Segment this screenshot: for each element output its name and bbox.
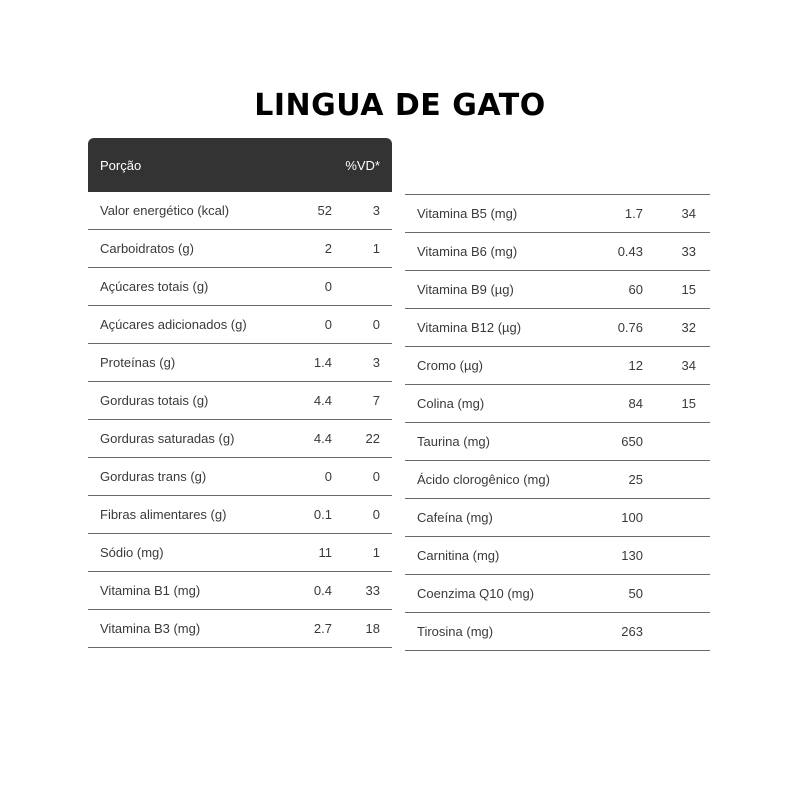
nutrient-vd: 1 <box>372 545 380 560</box>
nutrient-value: 0.4 <box>313 583 332 598</box>
nutrient-name: Cromo (µg) <box>417 358 483 373</box>
nutrient-name: Gorduras saturadas (g) <box>100 431 235 446</box>
table-row <box>88 230 392 268</box>
nutrient-value: 2.7 <box>313 621 332 636</box>
table-row <box>405 575 710 613</box>
table-row <box>88 496 392 534</box>
nutrient-name: Cafeína (mg) <box>417 510 493 525</box>
nutrient-name: Gorduras trans (g) <box>100 469 207 484</box>
table-row <box>405 195 710 233</box>
table-row <box>405 309 710 347</box>
table-row <box>88 458 392 496</box>
table-row <box>405 499 710 537</box>
nutrient-name: Colina (mg) <box>417 396 485 411</box>
nutrient-value: 60 <box>628 282 643 297</box>
nutrient-name: Vitamina B12 (µg) <box>417 320 522 335</box>
table-header <box>88 138 392 192</box>
nutrient-value: 1.4 <box>313 355 332 370</box>
table-row <box>405 461 710 499</box>
nutrient-vd: 15 <box>681 396 696 411</box>
nutrient-value: 0 <box>324 279 332 294</box>
nutrient-vd: 3 <box>372 203 380 218</box>
nutrient-vd: 0 <box>372 507 380 522</box>
nutrient-name: Açúcares totais (g) <box>100 279 209 294</box>
nutrient-value: 0.1 <box>313 507 332 522</box>
nutrient-name: Coenzima Q10 (mg) <box>417 586 535 601</box>
vd-header: %VD* <box>345 157 380 173</box>
nutrient-vd: 33 <box>365 583 380 598</box>
table-row <box>405 537 710 575</box>
nutrient-vd: 15 <box>681 282 696 297</box>
nutrient-name: Vitamina B5 (mg) <box>417 206 518 221</box>
nutrient-vd: 0 <box>372 317 380 332</box>
table-row <box>405 385 710 423</box>
nutrient-value: 11 <box>318 545 332 560</box>
table-row <box>88 306 392 344</box>
table-row <box>88 572 392 610</box>
table-row <box>405 613 710 651</box>
table-row <box>405 271 710 309</box>
nutrient-name: Vitamina B1 (mg) <box>100 583 201 598</box>
nutrient-value: 650 <box>621 434 643 449</box>
nutrition-table-right <box>405 194 710 651</box>
nutrient-name: Açúcares adicionados (g) <box>100 317 247 332</box>
table-row <box>88 534 392 572</box>
nutrient-vd: 34 <box>681 206 696 221</box>
nutrient-value: 0 <box>324 469 332 484</box>
table-row <box>88 268 392 306</box>
nutrient-value: 84 <box>628 396 643 411</box>
nutrition-table-left <box>88 192 392 648</box>
table-row <box>88 344 392 382</box>
nutrient-vd: 3 <box>372 355 380 370</box>
nutrient-name: Vitamina B3 (mg) <box>100 621 201 636</box>
nutrient-value: 25 <box>628 472 643 487</box>
nutrient-value: 100 <box>621 510 643 525</box>
table-row <box>88 382 392 420</box>
nutrient-name: Tirosina (mg) <box>417 624 494 639</box>
nutrient-value: 4.4 <box>313 393 332 408</box>
nutrient-name: Proteínas (g) <box>100 355 176 370</box>
nutrient-name: Fibras alimentares (g) <box>100 507 227 522</box>
table-row <box>88 420 392 458</box>
nutrient-vd: 32 <box>681 320 696 335</box>
nutrient-vd: 18 <box>365 621 380 636</box>
nutrient-name: Ácido clorogênico (mg) <box>417 472 550 487</box>
nutrient-value: 0.76 <box>617 320 643 335</box>
nutrient-value: 52 <box>317 203 332 218</box>
nutrient-value: 1.7 <box>624 206 643 221</box>
nutrient-vd: 7 <box>372 393 380 408</box>
nutrient-vd: 33 <box>681 244 696 259</box>
nutrient-value: 0 <box>324 317 332 332</box>
nutrient-name: Valor energético (kcal) <box>100 203 230 218</box>
nutrient-name: Sódio (mg) <box>100 545 164 560</box>
nutrient-value: 2 <box>324 241 332 256</box>
nutrient-value: 12 <box>628 358 643 373</box>
nutrient-value: 0.43 <box>617 244 643 259</box>
page-title: LINGUA DE GATO <box>254 88 546 123</box>
nutrient-value: 263 <box>621 624 643 639</box>
nutrient-name: Carboidratos (g) <box>100 241 194 256</box>
nutrient-value: 4.4 <box>313 431 332 446</box>
nutrient-name: Carnitina (mg) <box>417 548 500 563</box>
portion-header: Porção <box>100 157 142 173</box>
table-row <box>405 233 710 271</box>
nutrient-vd: 1 <box>372 241 380 256</box>
nutrient-vd: 22 <box>365 431 380 446</box>
nutrient-vd: 0 <box>372 469 380 484</box>
nutrient-value: 50 <box>628 586 643 601</box>
nutrient-value: 130 <box>621 548 643 563</box>
table-row <box>88 610 392 648</box>
table-row <box>88 192 392 230</box>
nutrient-name: Taurina (mg) <box>417 434 490 449</box>
nutrient-name: Gorduras totais (g) <box>100 393 209 408</box>
nutrient-name: Vitamina B6 (mg) <box>417 244 518 259</box>
nutrient-name: Vitamina B9 (µg) <box>417 282 514 297</box>
nutrient-vd: 34 <box>681 358 696 373</box>
table-row <box>405 423 710 461</box>
table-row <box>405 347 710 385</box>
